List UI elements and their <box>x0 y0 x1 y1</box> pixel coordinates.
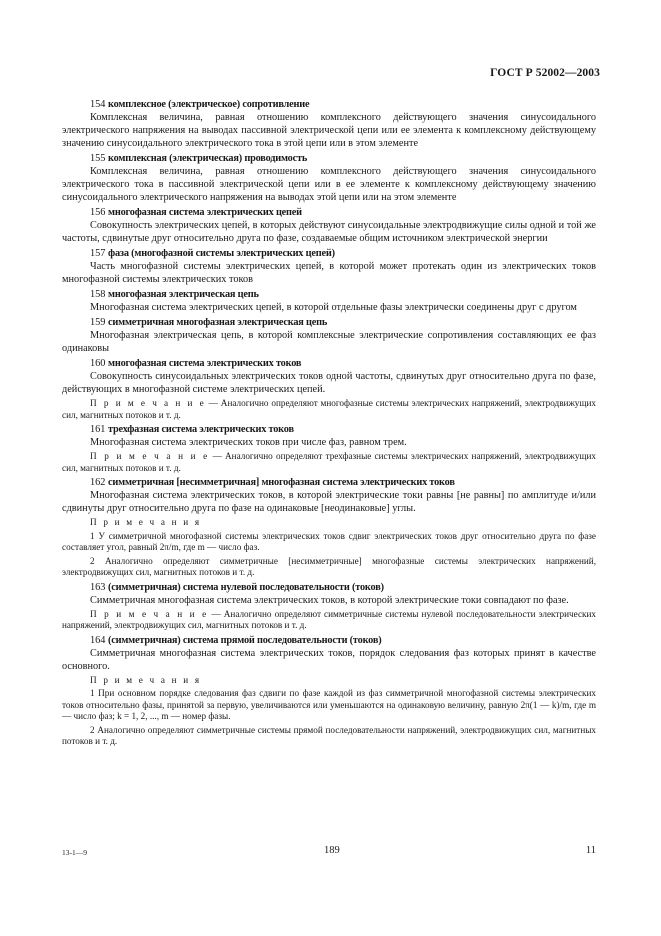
term-note: П р и м е ч а н и е — Аналогично определяют симметричные системы нулевой последовательности электрических напряжений, электродвижущих сил, магнитных потоков и т. д. <box>62 608 596 630</box>
term-heading: 154 комплексное (электрическое) сопротивление <box>90 99 310 110</box>
term-definition: Многофазная система электрических цепей, в которой отдельные фазы электрически соединены друг с другом <box>90 302 577 313</box>
term-definition: Комплексная величина, равная отношению комплексного действующего значения синусоидального электрического напряжения на выводах пассивной электрической цепи или ее элемента к комплексному действующему значению синусоидального электрического тока в этой цепи или в этом элементе <box>62 112 596 149</box>
term-heading: 161 трехфазная система электрических токов <box>90 424 294 435</box>
page-number: 189 <box>324 845 340 856</box>
term-note: П р и м е ч а н и е — Аналогично определяют трехфазные системы электрических напряжений, электродвижущих сил, магнитных потоков и т. д. <box>62 451 596 473</box>
term-heading: 157 фаза (многофазной системы электрических цепей) <box>90 248 335 259</box>
term-heading: 160 многофазная система электрических токов <box>90 358 302 369</box>
term-note: 2 Аналогично определяют симметричные [несимметричные] многофазные системы электрических напряжений, электродвижущих сил, магнитных потоков и т. д. <box>62 555 596 577</box>
term-definition: Часть многофазной системы электрических цепей, в которой может протекать один из электрических токов многофазной системы электрических токов <box>62 261 596 285</box>
sheet-number: 11 <box>585 845 596 856</box>
term-definition: Симметричная многофазная система электрических токов, порядок следования фаз которых принят в качестве основного. <box>62 647 596 672</box>
term-definition: Многофазная электрическая цепь, в которой комплексные электрические сопротивления составляющих ее фаз одинаковы <box>62 330 596 354</box>
term-heading: 162 симметричная [несимметричная] многофазная система электрических токов <box>90 477 455 488</box>
term-heading: 164 (симметричная) система прямой последовательности (токов) <box>90 634 382 646</box>
term-definition: Многофазная система электрических токов, в которой электрические токи равны [не равны] по амплитуде и/или сдвинуты друг относительно друга по фазе на одинаковые [неодинаковые] углы. <box>62 490 596 514</box>
print-mark: 13-1—9 <box>62 848 87 857</box>
notes-title: П р и м е ч а н и я <box>90 517 202 527</box>
notes-title: П р и м е ч а н и я <box>90 674 202 685</box>
term-definition: Комплексная величина, равная отношению комплексного действующего значения синусоидального электрического тока в пассивной электрической цепи или в ее элементе к комплексному действующему значению синусоидального электрического напряжения на выводах этой цепи или на этом элементе <box>62 166 596 203</box>
term-heading: 155 комплексная (электрическая) проводимость <box>90 153 308 164</box>
term-heading: 163 (симметричная) система нулевой последовательности (токов) <box>90 581 384 593</box>
term-note: 1 При основном порядке следования фаз сдвиги по фазе каждой из фаз симметричной многофазной системы электрических токов относительно фазы, принятой за первую, увеличиваются или уменьшаются на одинаковую величину, равную 2π(1 — k)/m, где m — число фаз; k = 1, 2, ..., m — номер фазы. <box>62 688 596 721</box>
term-note: 2 Аналогично определяют симметричные системы прямой последовательности напряжений, электродвижущих сил, магнитных потоков и т. д. <box>62 724 596 746</box>
term-definition: Симметричная многофазная система электрических токов, в которой электрические токи совпадают по фазе. <box>90 594 569 606</box>
term-definition: Совокупность электрических цепей, в которых действуют синусоидальные электродвижущие силы одной и той же частоты, сдвинутые друг относительно друга по фазе, создаваемые общим источником электрической энергии <box>62 220 596 244</box>
term-definition: Совокупность синусоидальных электрических токов одной частоты, сдвинутых друг относительно друга по фазе, действующих в многофазной системе электрических цепей. <box>62 371 596 395</box>
term-definition: Многофазная система электрических токов при числе фаз, равном трем. <box>90 437 407 448</box>
term-heading: 156 многофазная система электрических цепей <box>90 207 302 218</box>
term-heading: 159 симметричная многофазная электрическая цепь <box>90 317 328 328</box>
term-note: П р и м е ч а н и е — Аналогично определяют многофазные системы электрических напряжений, электродвижущих сил, магнитных потоков и т. д. <box>62 398 596 420</box>
document-code: ГОСТ Р 52002—2003 <box>490 67 600 79</box>
term-note: 1 У симметричной многофазной системы электрических токов сдвиг электрических токов друг относительно друга по фазе составляет угол, равный 2π/m, где m — число фаз. <box>62 530 596 552</box>
term-heading: 158 многофазная электрическая цепь <box>90 289 259 300</box>
document-body <box>62 98 596 750</box>
